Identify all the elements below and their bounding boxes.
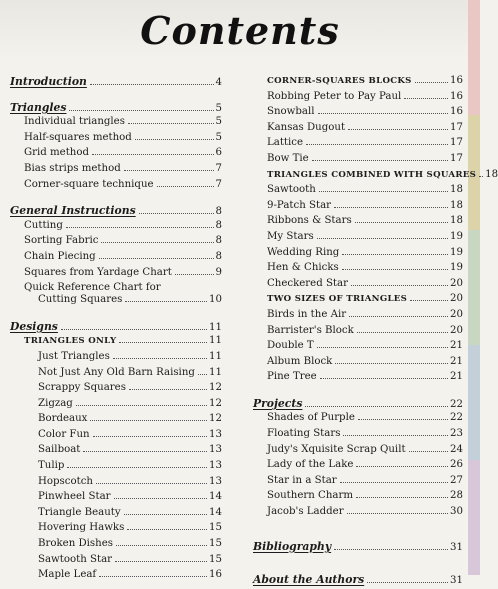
toc-entry (10, 132, 222, 148)
toc-section (253, 397, 463, 413)
dot-leader (116, 545, 207, 546)
dot-leader (410, 300, 448, 301)
entry-page-number: 7 (215, 162, 222, 174)
entry-title: Cutting Squares (38, 294, 123, 306)
toc-entry (10, 179, 222, 195)
entry-title: Color Fun (38, 428, 90, 440)
entry-title: Hovering Hawks (38, 522, 125, 534)
entry-page-number: 7 (215, 178, 222, 190)
toc-entry (10, 460, 222, 476)
toc-entry (10, 294, 222, 310)
dot-leader (340, 482, 448, 483)
entry-title: Double T (267, 340, 314, 352)
entry-page-number: 16 (450, 75, 463, 86)
entry-page-number: 13 (209, 475, 222, 487)
entry-title: Triangle Beauty (38, 506, 121, 518)
toc-entry (10, 235, 222, 251)
dot-leader (334, 207, 448, 208)
toc-entry (253, 106, 463, 122)
entry-page-number: 20 (450, 308, 463, 320)
toc-subsection (253, 75, 463, 91)
dot-leader (198, 374, 207, 375)
entry-page-number: 15 (209, 522, 222, 534)
entry-page-number: 17 (450, 137, 463, 149)
entry-title: Corner-square technique (24, 178, 154, 190)
entry-title: Lattice (267, 137, 304, 149)
entry-page-number: 19 (450, 262, 463, 274)
entry-title: TWO SIZES OF TRIANGLES (267, 294, 408, 305)
entry-page-number: 28 (450, 490, 463, 502)
toc-entry (253, 247, 463, 263)
entry-page-number: 23 (450, 428, 463, 440)
toc-entry (253, 459, 463, 475)
entry-title: 9-Patch Star (267, 199, 332, 211)
dot-leader (335, 363, 448, 364)
toc-entry (10, 367, 222, 383)
entry-title: CORNER-SQUARES BLOCKS (267, 76, 412, 86)
entry-title: Just Triangles (38, 350, 110, 362)
entry-title: Designs (10, 319, 58, 333)
entry-title: Pine Tree (267, 371, 317, 383)
toc-entry (10, 116, 222, 132)
dot-leader (157, 186, 214, 187)
spine-stripe (468, 460, 480, 575)
entry-title: Bibliography (253, 539, 332, 553)
toc-section (10, 204, 222, 220)
dot-leader (61, 329, 207, 330)
dot-leader (119, 342, 207, 343)
toc-entry (253, 371, 463, 387)
entry-title: About the Authors (253, 573, 365, 587)
toc-entry (253, 137, 463, 153)
toc-entry (10, 251, 222, 267)
dot-leader (358, 419, 448, 420)
entry-page-number: 16 (209, 569, 222, 581)
toc-entry (253, 153, 463, 169)
dot-leader (479, 176, 483, 177)
toc-entry (253, 475, 463, 491)
entry-page-number: 16 (450, 90, 463, 102)
entry-title: Sawtooth (267, 184, 316, 196)
dot-leader (348, 129, 448, 130)
dot-leader (356, 466, 448, 467)
toc-section (10, 101, 222, 117)
toc-entry (10, 507, 222, 523)
dot-leader (319, 191, 448, 192)
entry-page-number: 8 (215, 206, 222, 218)
dot-leader (342, 254, 448, 255)
spine-stripe (468, 230, 480, 345)
entry-title: Checkered Star (267, 277, 348, 289)
toc-entry (10, 538, 222, 554)
entry-title: Floating Stars (267, 428, 341, 440)
entry-title: TRIANGLES ONLY (24, 336, 117, 347)
toc-entry (10, 569, 222, 585)
entry-page-number: 13 (209, 460, 222, 472)
toc-entry (10, 554, 222, 570)
entry-page-number: 8 (215, 235, 222, 247)
entry-title: Half-squares method (24, 131, 132, 143)
dot-leader (128, 123, 214, 124)
entry-page-number: 19 (450, 246, 463, 258)
entry-page-number: 8 (215, 250, 222, 262)
entry-page-number: 5 (215, 102, 222, 114)
entry-page-number: 20 (450, 293, 463, 305)
entry-page-number: 4 (215, 77, 222, 88)
toc-entry (253, 412, 463, 428)
toc-entry (253, 506, 463, 522)
entry-page-number: 18 (485, 168, 498, 180)
spine-stripe (468, 345, 480, 460)
entry-page-number: 21 (450, 340, 463, 352)
toc-entry (10, 267, 222, 283)
entry-title: Broken Dishes (38, 538, 113, 550)
dot-leader (66, 227, 214, 228)
dot-leader (320, 378, 448, 379)
entry-title: Triangles (10, 100, 67, 114)
entry-page-number: 12 (209, 397, 222, 409)
entry-title: Judy's Xquisite Scrap Quilt (267, 443, 406, 455)
dot-leader (83, 451, 207, 452)
dot-leader (357, 332, 448, 333)
entry-title: Jacob's Ladder (267, 506, 344, 518)
toc-entry (10, 413, 222, 429)
toc-section (10, 320, 222, 336)
toc-section (253, 540, 463, 556)
entry-page-number: 11 (209, 366, 222, 378)
toc-left-column (10, 75, 222, 585)
toc-entry (10, 522, 222, 538)
dot-leader (356, 497, 448, 498)
dot-leader (175, 274, 214, 275)
dot-leader (115, 561, 207, 562)
toc-subsection (253, 168, 498, 185)
entry-title: Album Block (267, 355, 333, 367)
entry-title: Kansas Dugout (267, 121, 346, 133)
entry-page-number: 11 (209, 335, 222, 347)
toc-entry (10, 163, 222, 179)
entry-title: Bow Tie (267, 152, 309, 164)
dot-leader (129, 389, 207, 390)
entry-title: Zigzag (38, 397, 73, 409)
toc-subsection (10, 335, 222, 351)
toc-entry (253, 215, 463, 231)
page-title: Contents (140, 8, 340, 53)
entry-title: Tulip (38, 460, 65, 472)
entry-page-number: 13 (209, 444, 222, 456)
entry-page-number: 5 (215, 131, 222, 143)
toc-entry (253, 490, 463, 506)
dot-leader (135, 139, 214, 140)
dot-leader (127, 529, 207, 530)
entry-title: Bordeaux (38, 413, 88, 425)
dot-leader (349, 316, 448, 317)
entry-title: Barrister's Block (267, 324, 354, 336)
entry-title: Squares from Yardage Chart (24, 266, 172, 278)
toc-section (253, 573, 463, 589)
dot-leader (114, 498, 208, 499)
dot-leader (415, 82, 448, 83)
dot-leader (343, 435, 448, 436)
entry-title: Not Just Any Old Barn Raising (38, 366, 195, 378)
toc-entry (253, 340, 463, 356)
toc-entry (253, 184, 463, 200)
toc-entry (10, 491, 222, 507)
entry-title: Bias strips method (24, 162, 121, 174)
toc-entry (253, 91, 463, 107)
dot-leader (306, 144, 448, 145)
entry-page-number: 22 (450, 398, 463, 410)
entry-page-number: 8 (215, 219, 222, 231)
entry-title: Maple Leaf (38, 569, 97, 581)
toc-entry (10, 398, 222, 414)
entry-page-number: 21 (450, 371, 463, 383)
toc-entry (10, 147, 222, 163)
entry-page-number: 20 (450, 277, 463, 289)
entry-title: Snowball (267, 106, 315, 118)
toc-entry (253, 325, 463, 341)
entry-page-number: 31 (450, 541, 463, 553)
entry-title: Individual triangles (24, 116, 125, 128)
entry-page-number: 18 (450, 215, 463, 227)
entry-page-number: 18 (450, 184, 463, 196)
entry-page-number: 15 (209, 538, 222, 550)
toc-entry (253, 122, 463, 138)
entry-title: Ribbons & Stars (267, 215, 352, 227)
entry-page-number: 14 (209, 506, 222, 518)
dot-leader (93, 436, 207, 437)
toc-entry (253, 231, 463, 247)
entry-title: Grid method (24, 147, 90, 159)
dot-leader (312, 160, 448, 161)
dot-leader (347, 513, 448, 514)
dot-leader (351, 285, 448, 286)
entry-page-number: 27 (450, 474, 463, 486)
entry-page-number: 14 (209, 491, 222, 503)
entry-title: Sailboat (38, 444, 81, 456)
dot-leader (317, 347, 448, 348)
dot-leader (124, 170, 214, 171)
entry-page-number: 21 (450, 355, 463, 367)
entry-title: Quick Reference Chart for (24, 282, 161, 294)
entry-page-number: 6 (215, 147, 222, 159)
entry-title: Star in a Star (267, 474, 337, 486)
entry-page-number: 30 (450, 506, 463, 518)
entry-title: Sawtooth Star (38, 553, 113, 565)
entry-page-number: 16 (450, 106, 463, 118)
entry-title: Wedding Ring (267, 246, 340, 258)
entry-title: Lady of the Lake (267, 459, 354, 471)
entry-page-number: 12 (209, 413, 222, 425)
toc-entry (253, 428, 463, 444)
toc-entry (253, 356, 463, 372)
dot-leader (334, 549, 448, 550)
dot-leader (409, 451, 448, 452)
entry-title: Birds in the Air (267, 308, 347, 320)
dot-leader (317, 238, 448, 239)
toc-entry (253, 444, 463, 460)
dot-leader (69, 110, 213, 111)
dot-leader (342, 269, 448, 270)
dot-leader (90, 420, 207, 421)
toc-entry (10, 282, 222, 294)
entry-page-number: 19 (450, 230, 463, 242)
dot-leader (124, 514, 207, 515)
entry-page-number: 18 (450, 199, 463, 211)
toc-entry (10, 382, 222, 398)
dot-leader (318, 113, 449, 114)
toc-entry (10, 220, 222, 236)
entry-title: General Instructions (10, 204, 136, 218)
dot-leader (355, 222, 448, 223)
entry-page-number: 17 (450, 121, 463, 133)
entry-page-number: 10 (209, 294, 222, 306)
entry-page-number: 5 (215, 116, 222, 128)
dot-leader (90, 84, 214, 85)
entry-title: Shades of Purple (267, 412, 355, 424)
dot-leader (101, 242, 213, 243)
entry-page-number: 22 (450, 412, 463, 424)
entry-title: Robbing Peter to Pay Paul (267, 90, 402, 102)
entry-title: Projects (253, 396, 303, 410)
entry-page-number: 13 (209, 428, 222, 440)
toc-entry (253, 262, 463, 278)
entry-page-number: 9 (215, 266, 222, 278)
entry-page-number: 11 (209, 350, 222, 362)
dot-leader (139, 213, 214, 214)
dot-leader (113, 358, 207, 359)
entry-title: Sorting Fabric (24, 235, 99, 247)
dot-leader (96, 483, 207, 484)
toc-section (10, 75, 222, 91)
toc-entry (10, 476, 222, 492)
dot-leader (99, 576, 207, 577)
entry-page-number: 31 (450, 575, 463, 587)
entry-page-number: 20 (450, 324, 463, 336)
dot-leader (92, 154, 213, 155)
toc-entry (253, 309, 463, 325)
entry-title: Scrappy Squares (38, 382, 126, 394)
dot-leader (404, 98, 448, 99)
toc-entry (253, 278, 463, 294)
entry-page-number: 17 (450, 152, 463, 164)
toc-entry (253, 200, 463, 216)
entry-title: Introduction (10, 75, 87, 88)
entry-page-number: 12 (209, 382, 222, 394)
dot-leader (125, 301, 207, 302)
toc-entry (10, 444, 222, 460)
entry-title: Hen & Chicks (267, 262, 339, 274)
dot-leader (305, 406, 448, 407)
entry-page-number: 15 (209, 553, 222, 565)
dot-leader (76, 405, 207, 406)
dot-leader (367, 582, 448, 583)
toc-entry (10, 351, 222, 367)
toc-right-column (253, 75, 498, 589)
dot-leader (99, 258, 214, 259)
entry-title: Hopscotch (38, 475, 93, 487)
toc-entry (10, 429, 222, 445)
entry-page-number: 11 (209, 321, 222, 333)
entry-title: Chain Piecing (24, 250, 96, 262)
entry-title: Pinwheel Star (38, 491, 111, 503)
entry-title: TRIANGLES COMBINED WITH SQUARES (267, 169, 477, 180)
entry-title: Southern Charm (267, 490, 353, 502)
entry-title: Cutting (24, 219, 63, 231)
entry-page-number: 24 (450, 443, 463, 455)
entry-title: My Stars (267, 230, 314, 242)
color-spine (468, 0, 480, 575)
dot-leader (67, 467, 207, 468)
entry-page-number: 26 (450, 459, 463, 471)
toc-subsection (253, 293, 463, 309)
